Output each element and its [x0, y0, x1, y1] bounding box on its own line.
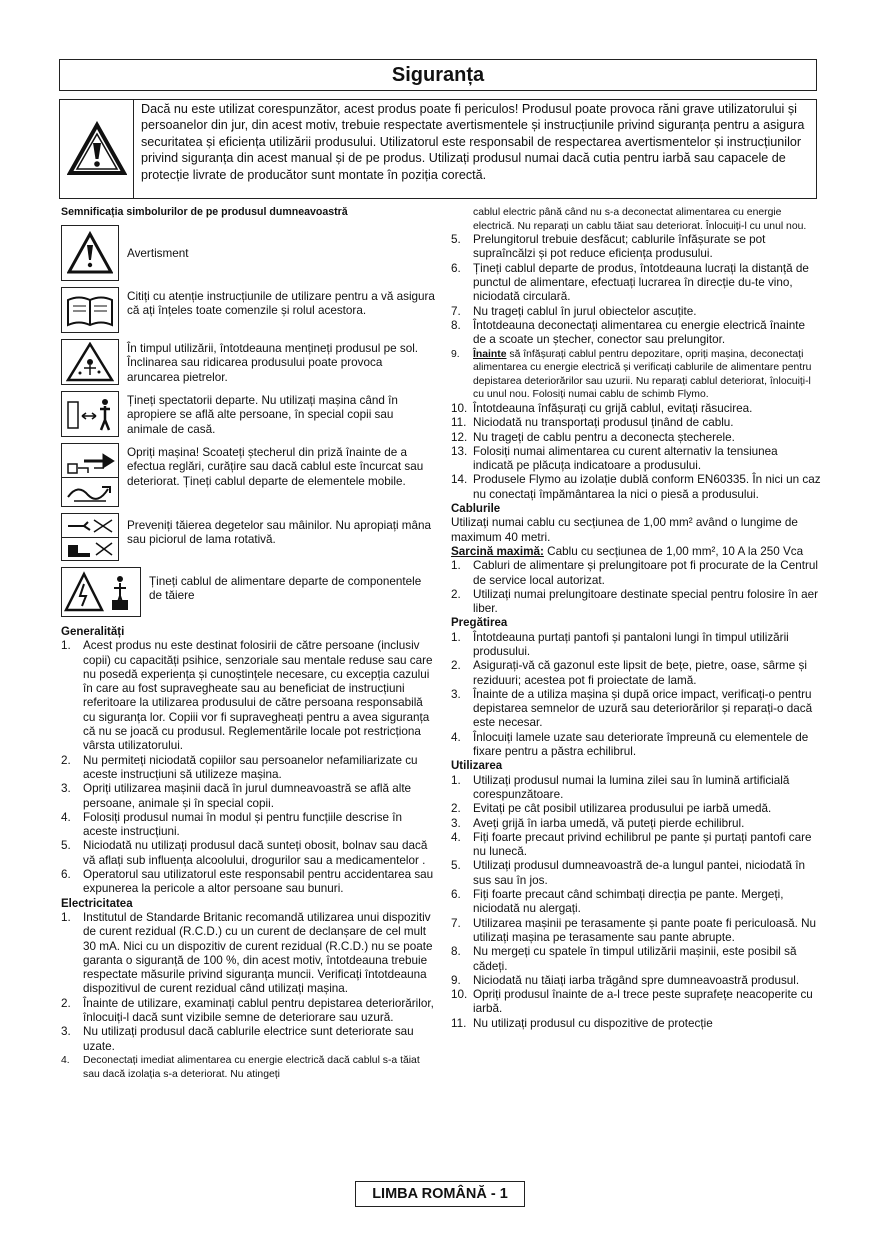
list-item [451, 817, 821, 831]
cablurile-text: Utilizați numai cablu cu secțiunea de 1,00 mm² având o lungime de maximum 40 metri. [451, 516, 798, 544]
symbol-text: Avertisment [127, 247, 189, 260]
utilizarea-heading: Utilizarea [451, 760, 503, 773]
list-item [61, 839, 437, 868]
read-manual-icon [61, 287, 119, 333]
symbol-text: Țineți spectatorii departe. Nu utilizați mașina când în apropiere se află alte persoane, în special copii sau animale de casă. [127, 394, 398, 436]
list-text: Institutul de Standarde Britanic recomandă utilizarea unui dispozitiv de curent rezidual (R.C.D.) cu un curent de declanșare de cel mult 30 mA. Nici cu un dispozitiv de curent rezidual (R.C.D.) nu se poate garanta o siguranță de 100 %, din acest motiv, întotdeauna trebuie respectate măsurile privind siguranța muncii. Verificați întotdeauna dispozitivul de curent rezidual când utilizați mașina. [83, 910, 433, 996]
list-number: 6. [451, 261, 461, 275]
list-text: Cabluri de alimentare și prelungitoare pot fi procurate de la Centrul de service local autorizat. [473, 559, 818, 587]
list-text: Aveți grijă în iarba umedă, vă puteți pierde echilibrul. [473, 816, 745, 830]
list-item [451, 688, 821, 731]
list-number: 5. [451, 859, 461, 873]
list-item [451, 445, 821, 474]
list-number: 1. [61, 639, 71, 653]
intro-warning-text: Dacă nu este utilizat corespunzător, acest produs poate fi periculos! Produsul poate provoca răni grave utilizatorului și persoanelor din jur, din acest motiv, trebuie respectate avertismentele și instrucțiunile privind siguranța pentru a asigura securitatea și eficiența utilizării produsului. Utilizatorul este responsabil de respectarea avertismentelor și instrucțiunilor privind siguranța din acest manual și de pe produs. Utilizați produsul numai dacă cutia pentru iarbă sau capacele de protecție livrate de producător sunt montate în poziția corectă. [141, 102, 805, 182]
list-text: Fiți foarte precaut privind echilibrul pe pante și purtați pantofi care nu lunecă. [473, 830, 812, 859]
list-text: Asigurați-vă că gazonul este lipsit de bețe, pietre, oase, sârme și reziduuri; acestea pot fi proiectate de lamă. [473, 659, 807, 687]
list-item [61, 754, 437, 783]
list-number: 1. [451, 630, 461, 644]
electricitatea-heading: Electricitatea [61, 897, 133, 910]
symbol-row [61, 339, 437, 385]
list-text: Nu utilizați produsul cu dispozitive de protecție [473, 1016, 713, 1030]
page-title: Siguranța [391, 64, 485, 86]
list-number: 13. [451, 444, 468, 458]
list-item [451, 631, 821, 660]
list-number: 5. [451, 233, 461, 247]
list-text: Utilizarea mașinii pe terasamente și pante poate fi periculoasă. Nu utilizați mașina pe terasamente sau pante abrupte. [473, 916, 817, 944]
list-text: Utilizați numai prelungitoare destinate special pentru folosire în aer liber. [473, 587, 818, 616]
list-item [451, 559, 821, 588]
list-number: 14. [451, 473, 468, 487]
list-number: 10. [451, 988, 468, 1002]
symbol-row [61, 513, 437, 561]
utilizarea-list [451, 774, 821, 1031]
pregatirea-list [451, 631, 821, 760]
symbol-text: Preveniți tăierea degetelor sau mâinilor. Nu apropiați mâna sau piciorul de lama rotativă. [127, 519, 432, 547]
warning-triangle-icon [61, 225, 119, 281]
list-text: Fiți foarte precaut când schimbați direcția pe pante. Mergeți, niciodată nu alergați. [473, 888, 784, 916]
list-number: 11. [451, 416, 467, 430]
unplug-icon [61, 443, 119, 477]
list-number: 3. [451, 687, 461, 701]
symbol-text: În timpul utilizării, întotdeauna mențineți produsul pe sol. Înclinarea sau ridicarea produsului poate provoca aruncarea pietrelor. [127, 342, 419, 384]
electricitatea-list-continued [451, 206, 821, 502]
list-item [451, 988, 821, 1017]
list-number: 3. [61, 1025, 71, 1039]
list-number: 7. [451, 916, 461, 930]
list-number: 2. [61, 753, 71, 767]
blade-icon-stack [61, 513, 119, 561]
list-item [451, 416, 821, 430]
list-item [61, 639, 437, 753]
list-text: cablul electric până când nu s-a deconectat alimentarea cu energie electrică. Nu reparați un cablu tăiat sau deteriorat. Înlocuiți-l cu unul nou. [473, 207, 807, 232]
symbol-text: Țineți cablul de alimentare departe de componentele de tăiere [149, 575, 422, 603]
list-item [451, 802, 821, 816]
list-text: Înainte de a utiliza mașina și după orice impact, verificați-o pentru depistarea semnelor de uzură sau deteriorărilor și reparați-o dacă este necesar. [473, 687, 813, 730]
list-number: 9. [451, 348, 460, 360]
list-item [451, 774, 821, 803]
tangled-cable-icon [61, 477, 119, 507]
list-text: Nu trageți cablul în jurul obiectelor ascuțite. [473, 304, 697, 318]
pregatirea-heading: Pregătirea [451, 617, 508, 630]
warning-triangle-icon [60, 100, 134, 198]
list-item [451, 831, 821, 860]
list-text: să înfășurați cablul pentru depozitare, opriți mașina, deconectați alimentarea cu energie electrică și verificați cablurile de alimentare pentru depistarea deteriorărilor sau uzurii. Nu reparați cablul deteriorat, înlocuiți-l cu unul nou. Folosiți numai cablu de schimb Flymo. [473, 348, 812, 401]
list-number: 8. [451, 318, 461, 332]
max-load-label: Sarcină maximă: [451, 544, 544, 558]
list-text: Țineți cablul departe de produs, întotdeauna lucrați la distanță de punctul de alimentare, efectuați lucrarea în direcție du-te vino, niciodată circulară. [473, 261, 809, 304]
list-text: Niciodată nu transportați produsul ținând de cablu. [473, 416, 734, 430]
list-number: 3. [61, 782, 71, 796]
list-item [451, 1017, 821, 1031]
symbol-row [61, 287, 437, 333]
list-text: Nu permiteți niciodată copiilor sau persoanelor nefamiliarizate cu aceste instrucțiuni să utilizeze mașina. [83, 753, 418, 781]
list-item [451, 348, 821, 402]
list-number: 2. [61, 996, 71, 1010]
list-item [61, 782, 437, 811]
list-item [451, 917, 821, 946]
cablurile-list [451, 559, 821, 616]
keep-bystanders-away-icon [61, 391, 119, 437]
list-text: Operatorul sau utilizatorul este responsabil pentru accidentarea sau expunerea la pericole a altor persoane sau bunuri. [83, 868, 434, 896]
list-number: 3. [451, 816, 461, 830]
list-number: 1. [61, 910, 71, 924]
blade-foot-icon [61, 537, 119, 561]
right-column [451, 206, 821, 1031]
generalitati-heading: Generalități [61, 626, 125, 638]
list-number: 4. [451, 830, 461, 844]
list-item [61, 911, 437, 997]
list-text: Folosiți produsul numai în modul și pentru funcțiile descrise în aceste instrucțiuni. [83, 810, 402, 839]
list-number: 6. [61, 868, 71, 882]
left-column [61, 206, 437, 1081]
list-item [451, 305, 821, 319]
symbol-text: Opriți mașina! Scoateți ștecherul din priză înainte de a efectua reglări, curățire sau dacă cablul este încurcat sau deteriorat. Țineți cablul departe de elementele mobile. [127, 446, 424, 488]
list-number: 9. [451, 973, 461, 987]
list-item [61, 997, 437, 1026]
list-number: 12. [451, 430, 468, 444]
list-item [451, 588, 821, 617]
list-text: Folosiți numai alimentarea cu curent alternativ la tensiunea indicată pe plăcuța indicatoare a produsului. [473, 444, 778, 473]
symbol-text: Citiți cu atenție instrucțiunile de utilizare pentru a vă asigura că ați înțeles toate comenzile și rolul acestora. [127, 290, 435, 318]
page-footer: LIMBA ROMÂNĂ - 1 [355, 1181, 525, 1207]
list-item [451, 731, 821, 760]
list-item [451, 431, 821, 445]
intro-warning-box [59, 99, 817, 199]
symbol-row [61, 567, 437, 617]
list-text: Opriți utilizarea mașinii dacă în jurul dumneavoastră se află alte persoane, animale și în special copii. [83, 782, 412, 810]
list-text: Nu trageți de cablu pentru a deconecta ștecherele. [473, 430, 735, 444]
list-item [451, 859, 821, 888]
list-number: 1. [451, 559, 461, 573]
list-item [451, 659, 821, 688]
list-number: 2. [451, 802, 461, 816]
list-text: Înlocuiți lamele uzate sau deteriorate împreună cu elementele de fixare pentru a păstra echilibrul. [473, 730, 809, 759]
list-item [61, 868, 437, 897]
list-text: Înainte de utilizare, examinați cablul pentru depistarea deteriorărilor, înlocuiți-l dacă sunt vizibile semne de deteriorare sau uzură. [83, 996, 434, 1025]
list-text-emphasis: Înainte [473, 348, 507, 360]
list-number: 8. [451, 945, 461, 959]
list-text: Opriți produsul înainte de a-l trece peste suprafețe neacoperite cu iarbă. [473, 988, 813, 1016]
symbol-row [61, 225, 437, 281]
thrown-objects-icon [61, 339, 119, 385]
symbol-row [61, 391, 437, 437]
list-text: Nu mergeți cu spatele în timpul utilizării mașinii, este posibil să cădeți. [473, 945, 797, 973]
list-text: Niciodată nu tăiați iarba trăgând spre dumneavoastră produsul. [473, 973, 800, 987]
list-text: Produsele Flymo au izolație dublă conform EN60335. În nici un caz nu conectați împământarea la nici o piesă a produsului. [473, 473, 821, 501]
list-number: 4. [61, 810, 71, 824]
list-number: 5. [61, 839, 71, 853]
list-number: 2. [451, 659, 461, 673]
list-text: Întotdeauna înfășurați cu grijă cablul, evitați răsucirea. [473, 401, 753, 415]
list-text: Niciodată nu utilizați produsul dacă sunteți obosit, bolnav sau dacă vă aflați sub influența alcoolului, drogurilor sau a medicamentelor . [83, 839, 428, 867]
list-text: Întotdeauna deconectați alimentarea cu energie electrică înainte de a scoate un ștecher, conector sau prelungitor. [473, 318, 806, 347]
list-text: Evitați pe cât posibil utilizarea produsului pe iarbă umedă. [473, 802, 772, 816]
blade-hand-icon [61, 513, 119, 537]
list-text: Întotdeauna purtați pantofi și pantaloni lungi în timpul utilizării produsului. [473, 630, 789, 658]
list-item [61, 1054, 437, 1081]
symbols-heading: Semnificația simbolurilor de pe produsul dumneavoastră [61, 206, 348, 218]
list-item [451, 206, 821, 233]
list-item [61, 811, 437, 840]
list-item [451, 402, 821, 416]
list-text: Utilizați produsul numai la lumina zilei sau în lumină artificială corespunzătoare. [473, 773, 790, 801]
title-box [59, 59, 817, 91]
list-number: 7. [451, 304, 461, 318]
list-item [451, 319, 821, 348]
list-number: 11. [451, 1016, 467, 1030]
list-number: 2. [451, 587, 461, 601]
list-item [451, 233, 821, 262]
list-item [451, 473, 821, 502]
unplug-icon-stack [61, 443, 119, 507]
list-text: Nu utilizați produsul dacă cablurile electrice sunt deteriorate sau uzate. [83, 1025, 414, 1053]
electricitatea-list [61, 911, 437, 1081]
cable-cutting-icon [61, 567, 141, 617]
max-load-paragraph [451, 545, 821, 559]
list-text: Acest produs nu este destinat folosirii de către persoane (inclusiv copii) cu capacități psihice, senzoriale sau mentale reduse sau care nu posedă experiența și cunoștințele necesare, cu excepția cazului în care au fost supravegheate sau au beneficiat de instrucțiuni referitoare la utilizarea produsului de către persoana responsabilă cu siguranța lor. Copiii vor fi supravegheați pentru a avea siguranța că nu se joacă cu produsul. Reglementările locale pot restricționa vârsta utilizatorului. [83, 639, 433, 753]
list-text: Utilizați produsul dumneavoastră de-a lungul pantei, niciodată în sus sau în jos. [473, 859, 805, 887]
list-number: 4. [61, 1054, 70, 1066]
symbol-row [61, 443, 437, 507]
list-number: 4. [451, 730, 461, 744]
list-item [451, 262, 821, 305]
list-item [451, 888, 821, 917]
max-load-text: Cablu cu secțiunea de 1,00 mm², 10 A la 250 Vca [543, 544, 804, 558]
list-item [451, 974, 821, 988]
list-number: 6. [451, 888, 461, 902]
list-item [61, 1025, 437, 1054]
generalitati-list [61, 639, 437, 896]
cablurile-heading: Cablurile [451, 503, 501, 516]
list-text: Prelungitorul trebuie desfăcut; cablurile înfășurate se pot supraîncălzi și pot reduce eficiența produsului. [473, 233, 766, 261]
list-text: Deconectați imediat alimentarea cu energie electrică dacă cablul s-a tăiat sau dacă izolația s-a deteriorat. Nu atingeți [83, 1054, 420, 1080]
list-item [451, 945, 821, 974]
list-number: 1. [451, 773, 461, 787]
list-number: 10. [451, 401, 468, 415]
